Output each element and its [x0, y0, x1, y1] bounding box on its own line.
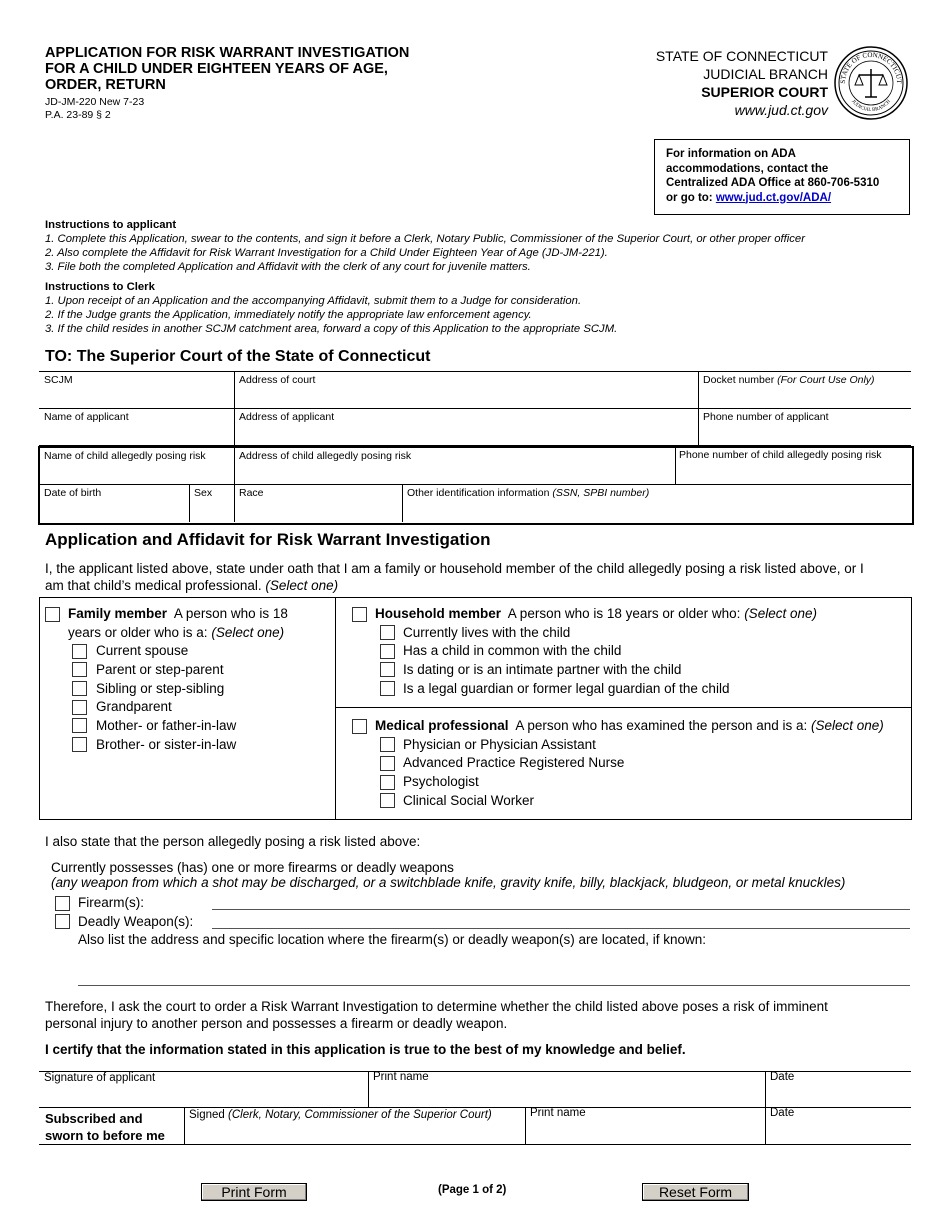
sibling-label: Sibling or step-sibling — [96, 681, 225, 696]
docket-number-field[interactable]: Docket number (For Court Use Only) — [703, 374, 875, 386]
family-member-desc: years or older who is a: (Select one) — [68, 625, 285, 640]
page-number: (Page 1 of 2) — [438, 1184, 507, 1196]
legal-guardian-checkbox[interactable] — [380, 681, 395, 696]
aprn-checkbox[interactable] — [380, 756, 395, 771]
instructions-applicant: Instructions to applicant 1. Complete this Application, swear to the contents, and sign it before a Clerk, Notary Public, Commissioner of the Superior Court, or other proper officer 2. Also complete the Affidavit for Risk Warrant Investigation for a Child Under Eighteen Year of Age (JD-JM-221). 3. File both the completed Application and Affidavit with the clerk of any court for juvenile matters. — [45, 219, 805, 273]
psychologist-label: Psychologist — [403, 774, 479, 789]
family-member-checkbox[interactable] — [45, 607, 60, 622]
scjm-field[interactable]: SCJM — [44, 374, 73, 386]
officer-date-field[interactable]: Date — [770, 1107, 795, 1119]
physician-checkbox[interactable] — [380, 737, 395, 752]
child-phone-field[interactable]: Phone number of child allegedly posing risk — [679, 449, 882, 461]
sibling-in-law-label: Brother- or sister-in-law — [96, 737, 237, 752]
officer-print-name-field[interactable]: Print name — [530, 1107, 586, 1119]
officer-signature-field[interactable]: Signed (Clerk, Notary, Commissioner of the Superior Court) — [189, 1109, 492, 1121]
dob-field[interactable]: Date of birth — [44, 487, 102, 499]
current-spouse-checkbox[interactable] — [72, 644, 87, 659]
applicant-signature-field[interactable]: Signature of applicant — [44, 1072, 156, 1084]
ada-link[interactable]: www.jud.ct.gov/ADA/ — [715, 191, 832, 204]
lives-with-child-label: Currently lives with the child — [403, 625, 571, 640]
dating-partner-label: Is dating or is an intimate partner with the child — [403, 662, 682, 677]
ada-info-box: For information on ADA accommodations, contact the Centralized ADA Office at 860-706-5310 or go to: www.jud.ct.gov/ADA/ — [654, 139, 910, 215]
legal-guardian-label: Is a legal guardian or former legal guardian of the child — [403, 681, 730, 696]
grandparent-checkbox[interactable] — [72, 700, 87, 715]
deadly-weapons-input-line[interactable] — [212, 928, 910, 929]
sibling-checkbox[interactable] — [72, 681, 87, 696]
firearms-label: Firearm(s): — [78, 895, 144, 910]
to-court-heading: TO: The Superior Court of the State of Connecticut — [45, 348, 431, 365]
child-name-field[interactable]: Name of child allegedly posing risk — [44, 450, 206, 462]
location-label: Also list the address and specific location where the firearm(s) or deadly weapon(s) are located, if known: — [78, 932, 707, 947]
request-statement: Therefore, I ask the court to order a Risk Warrant Investigation to determine whether the child listed above poses a risk of imminent personal injury to another person and possesses a firearm or deadly weapon. — [45, 999, 828, 1031]
deadly-weapons-checkbox[interactable] — [55, 914, 70, 929]
sex-field[interactable]: Sex — [194, 487, 213, 499]
medical-professional-label: Medical professional A person who has examined the person and is a: (Select one) — [375, 718, 884, 733]
form-title: APPLICATION FOR RISK WARRANT INVESTIGATION FOR A CHILD UNDER EIGHTEEN YEARS OF AGE, ORDER, RETURN — [45, 45, 410, 93]
firearms-checkbox[interactable] — [55, 896, 70, 911]
deadly-weapons-label: Deadly Weapon(s): — [78, 914, 194, 929]
certify-statement: I certify that the information stated in this application is true to the best of my knowledge and belief. — [45, 1042, 686, 1057]
race-field[interactable]: Race — [239, 487, 264, 499]
parent-in-law-label: Mother- or father-in-law — [96, 718, 237, 733]
applicant-print-name-field[interactable]: Print name — [373, 1071, 429, 1083]
weapon-definition: (any weapon from which a shot may be discharged, or a switchblade knife, gravity knife, billy, blackjack, bludgeon, or metal knuckles) — [51, 875, 846, 890]
applicant-date-field[interactable]: Date — [770, 1071, 795, 1083]
oath-statement: I, the applicant listed above, state under oath that I am a family or household member of the child allegedly posing a risk listed above, or I am that child’s medical professional. (Select one) — [45, 561, 864, 593]
weapons-intro: I also state that the person allegedly posing a risk listed above: — [45, 834, 421, 849]
parent-label: Parent or step-parent — [96, 662, 224, 677]
child-in-common-checkbox[interactable] — [380, 644, 395, 659]
location-input-line[interactable] — [78, 985, 910, 986]
social-worker-checkbox[interactable] — [380, 793, 395, 808]
medical-professional-checkbox[interactable] — [352, 719, 367, 734]
lives-with-child-checkbox[interactable] — [380, 625, 395, 640]
svg-text:STATE OF CONNECTICUT: STATE OF CONNECTICUT — [838, 50, 904, 84]
reset-form-button[interactable]: Reset Form — [642, 1183, 749, 1201]
dating-partner-checkbox[interactable] — [380, 662, 395, 677]
possesses-statement: Currently possesses (has) one or more firearms or deadly weapons — [51, 860, 454, 875]
svg-text:JUDICIAL BRANCH: JUDICIAL BRANCH — [850, 99, 892, 114]
child-address-field[interactable]: Address of child allegedly posing risk — [239, 450, 412, 462]
family-member-label: Family member A person who is 18 — [68, 606, 288, 621]
psychologist-checkbox[interactable] — [380, 775, 395, 790]
print-form-button[interactable]: Print Form — [201, 1183, 307, 1201]
court-address-field[interactable]: Address of court — [239, 374, 316, 386]
sworn-label: Subscribed and sworn to before me — [45, 1111, 165, 1143]
applicant-address-field[interactable]: Address of applicant — [239, 411, 335, 423]
current-spouse-label: Current spouse — [96, 643, 189, 658]
section-title: Application and Affidavit for Risk Warrant Investigation — [45, 530, 491, 549]
sibling-in-law-checkbox[interactable] — [72, 737, 87, 752]
instructions-clerk: Instructions to Clerk 1. Upon receipt of an Application and the accompanying Affidavit, submit them to a Judge for consideration. 2. If the Judge grants the Application, immediately notify the appropriate law enforcement agency. 3. If the child resides in another SCJM catchment area, forward a copy of this Application to the appropriate SCJM. — [45, 281, 618, 335]
grandparent-label: Grandparent — [96, 699, 172, 714]
household-member-checkbox[interactable] — [352, 607, 367, 622]
social-worker-label: Clinical Social Worker — [403, 793, 535, 808]
form-number: JD-JM-220 New 7-23 P.A. 23-89 § 2 — [45, 96, 145, 121]
household-member-label: Household member A person who is 18 years or older who: (Select one) — [375, 606, 817, 621]
applicant-name-field[interactable]: Name of applicant — [44, 411, 129, 423]
applicant-phone-field[interactable]: Phone number of applicant — [703, 411, 829, 423]
judicial-seal-icon — [833, 45, 909, 121]
aprn-label: Advanced Practice Registered Nurse — [403, 755, 625, 770]
firearms-input-line[interactable] — [212, 909, 910, 910]
child-in-common-label: Has a child in common with the child — [403, 643, 622, 658]
other-id-field[interactable]: Other identification information (SSN, SPBI number) — [407, 487, 650, 499]
physician-label: Physician or Physician Assistant — [403, 737, 596, 752]
court-info: STATE OF CONNECTICUT JUDICIAL BRANCH SUPERIOR COURT www.jud.ct.gov — [655, 48, 828, 118]
parent-checkbox[interactable] — [72, 662, 87, 677]
parent-in-law-checkbox[interactable] — [72, 718, 87, 733]
